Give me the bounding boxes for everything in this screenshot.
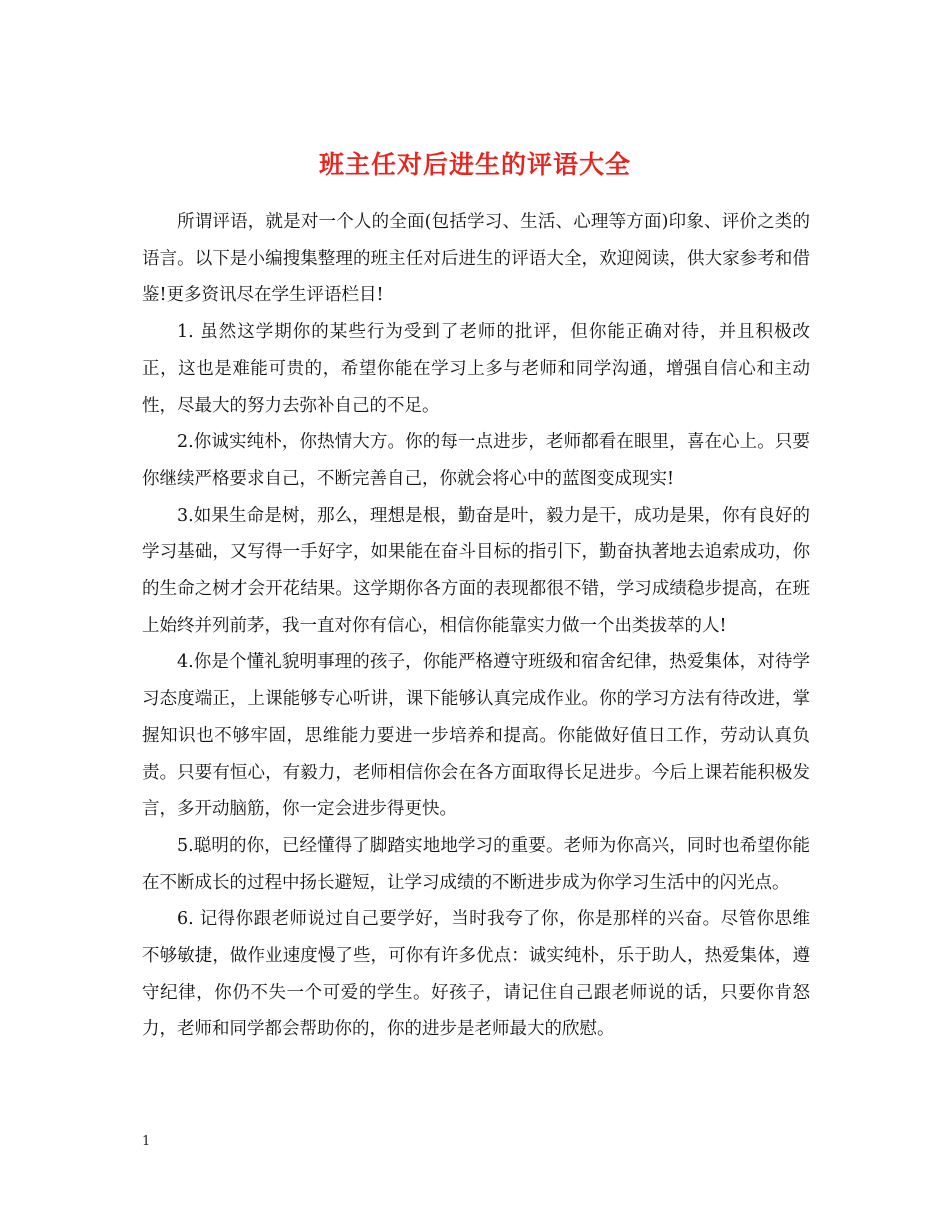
comment-paragraph-2: 2.你诚实纯朴，你热情大方。你的每一点进步，老师都看在眼里，喜在心上。只要你继续严格要求自己，不断完善自己，你就会将心中的蓝图变成现实! <box>142 432 810 489</box>
page-number: 1 <box>142 1134 151 1149</box>
comment-paragraph-5: 5.聪明的你，已经懂得了脚踏实地地学习的重要。老师为你高兴，同时也希望你能在不断成长的过程中扬长避短，让学习成绩的不断进步成为你学习生活中的闪光点。 <box>142 835 810 893</box>
comment-paragraph-3: 3.如果生命是树，那么，理想是根，勤奋是叶，毅力是干，成功是果，你有良好的学习基础，又写得一手好字，如果能在奋斗目标的指引下，勤奋执著地去追索成功，你的生命之树才会开花结果。这学期你各方面的表现都很不错，学习成绩稳步提高，在班上始终并列前茅，我一直对你有信心，相信你能靠实力做一个出类拔萃的人! <box>142 505 810 636</box>
comment-paragraph-6: 6. 记得你跟老师说过自己要学好，当时我夸了你，你是那样的兴奋。尽管你思维不够敏捷，做作业速度慢了些，可你有许多优点：诚实纯朴，乐于助人，热爱集体，遵守纪律，你仍不失一个可爱的学生。好孩子，请记住自己跟老师说的话，只要你肯怒力，老师和同学都会帮助你的，你的进步是老师最大的欣慰。 <box>142 909 810 1040</box>
intro-paragraph: 所谓评语，就是对一个人的全面(包括学习、生活、心理等方面)印象、评价之类的语言。以下是小编搜集整理的班主任对后进生的评语大全，欢迎阅读，供大家参考和借鉴!更多资讯尽在学生评语栏目! <box>142 212 810 306</box>
document-body <box>142 204 810 1048</box>
comment-paragraph-1: 1. 虽然这学期你的某些行为受到了老师的批评，但你能正确对待，并且积极改正，这也是难能可贵的，希望你能在学习上多与老师和同学沟通，增强自信心和主动性，尽最大的努力去弥补自己的不足。 <box>142 322 810 416</box>
comment-paragraph-4: 4.你是个懂礼貌明事理的孩子，你能严格遵守班级和宿舍纪律，热爱集体，对待学习态度端正，上课能够专心听讲，课下能够认真完成作业。你的学习方法有待改进，掌握知识也不够牢固，思维能力要进一步培养和提高。你能做好值日工作，劳动认真负责。只要有恒心，有毅力，老师相信你会在各方面取得长足进步。今后上课若能积极发言，多开动脑筋，你一定会进步得更快。 <box>142 652 810 820</box>
document-title: 班主任对后进生的评语大全 <box>318 149 631 179</box>
